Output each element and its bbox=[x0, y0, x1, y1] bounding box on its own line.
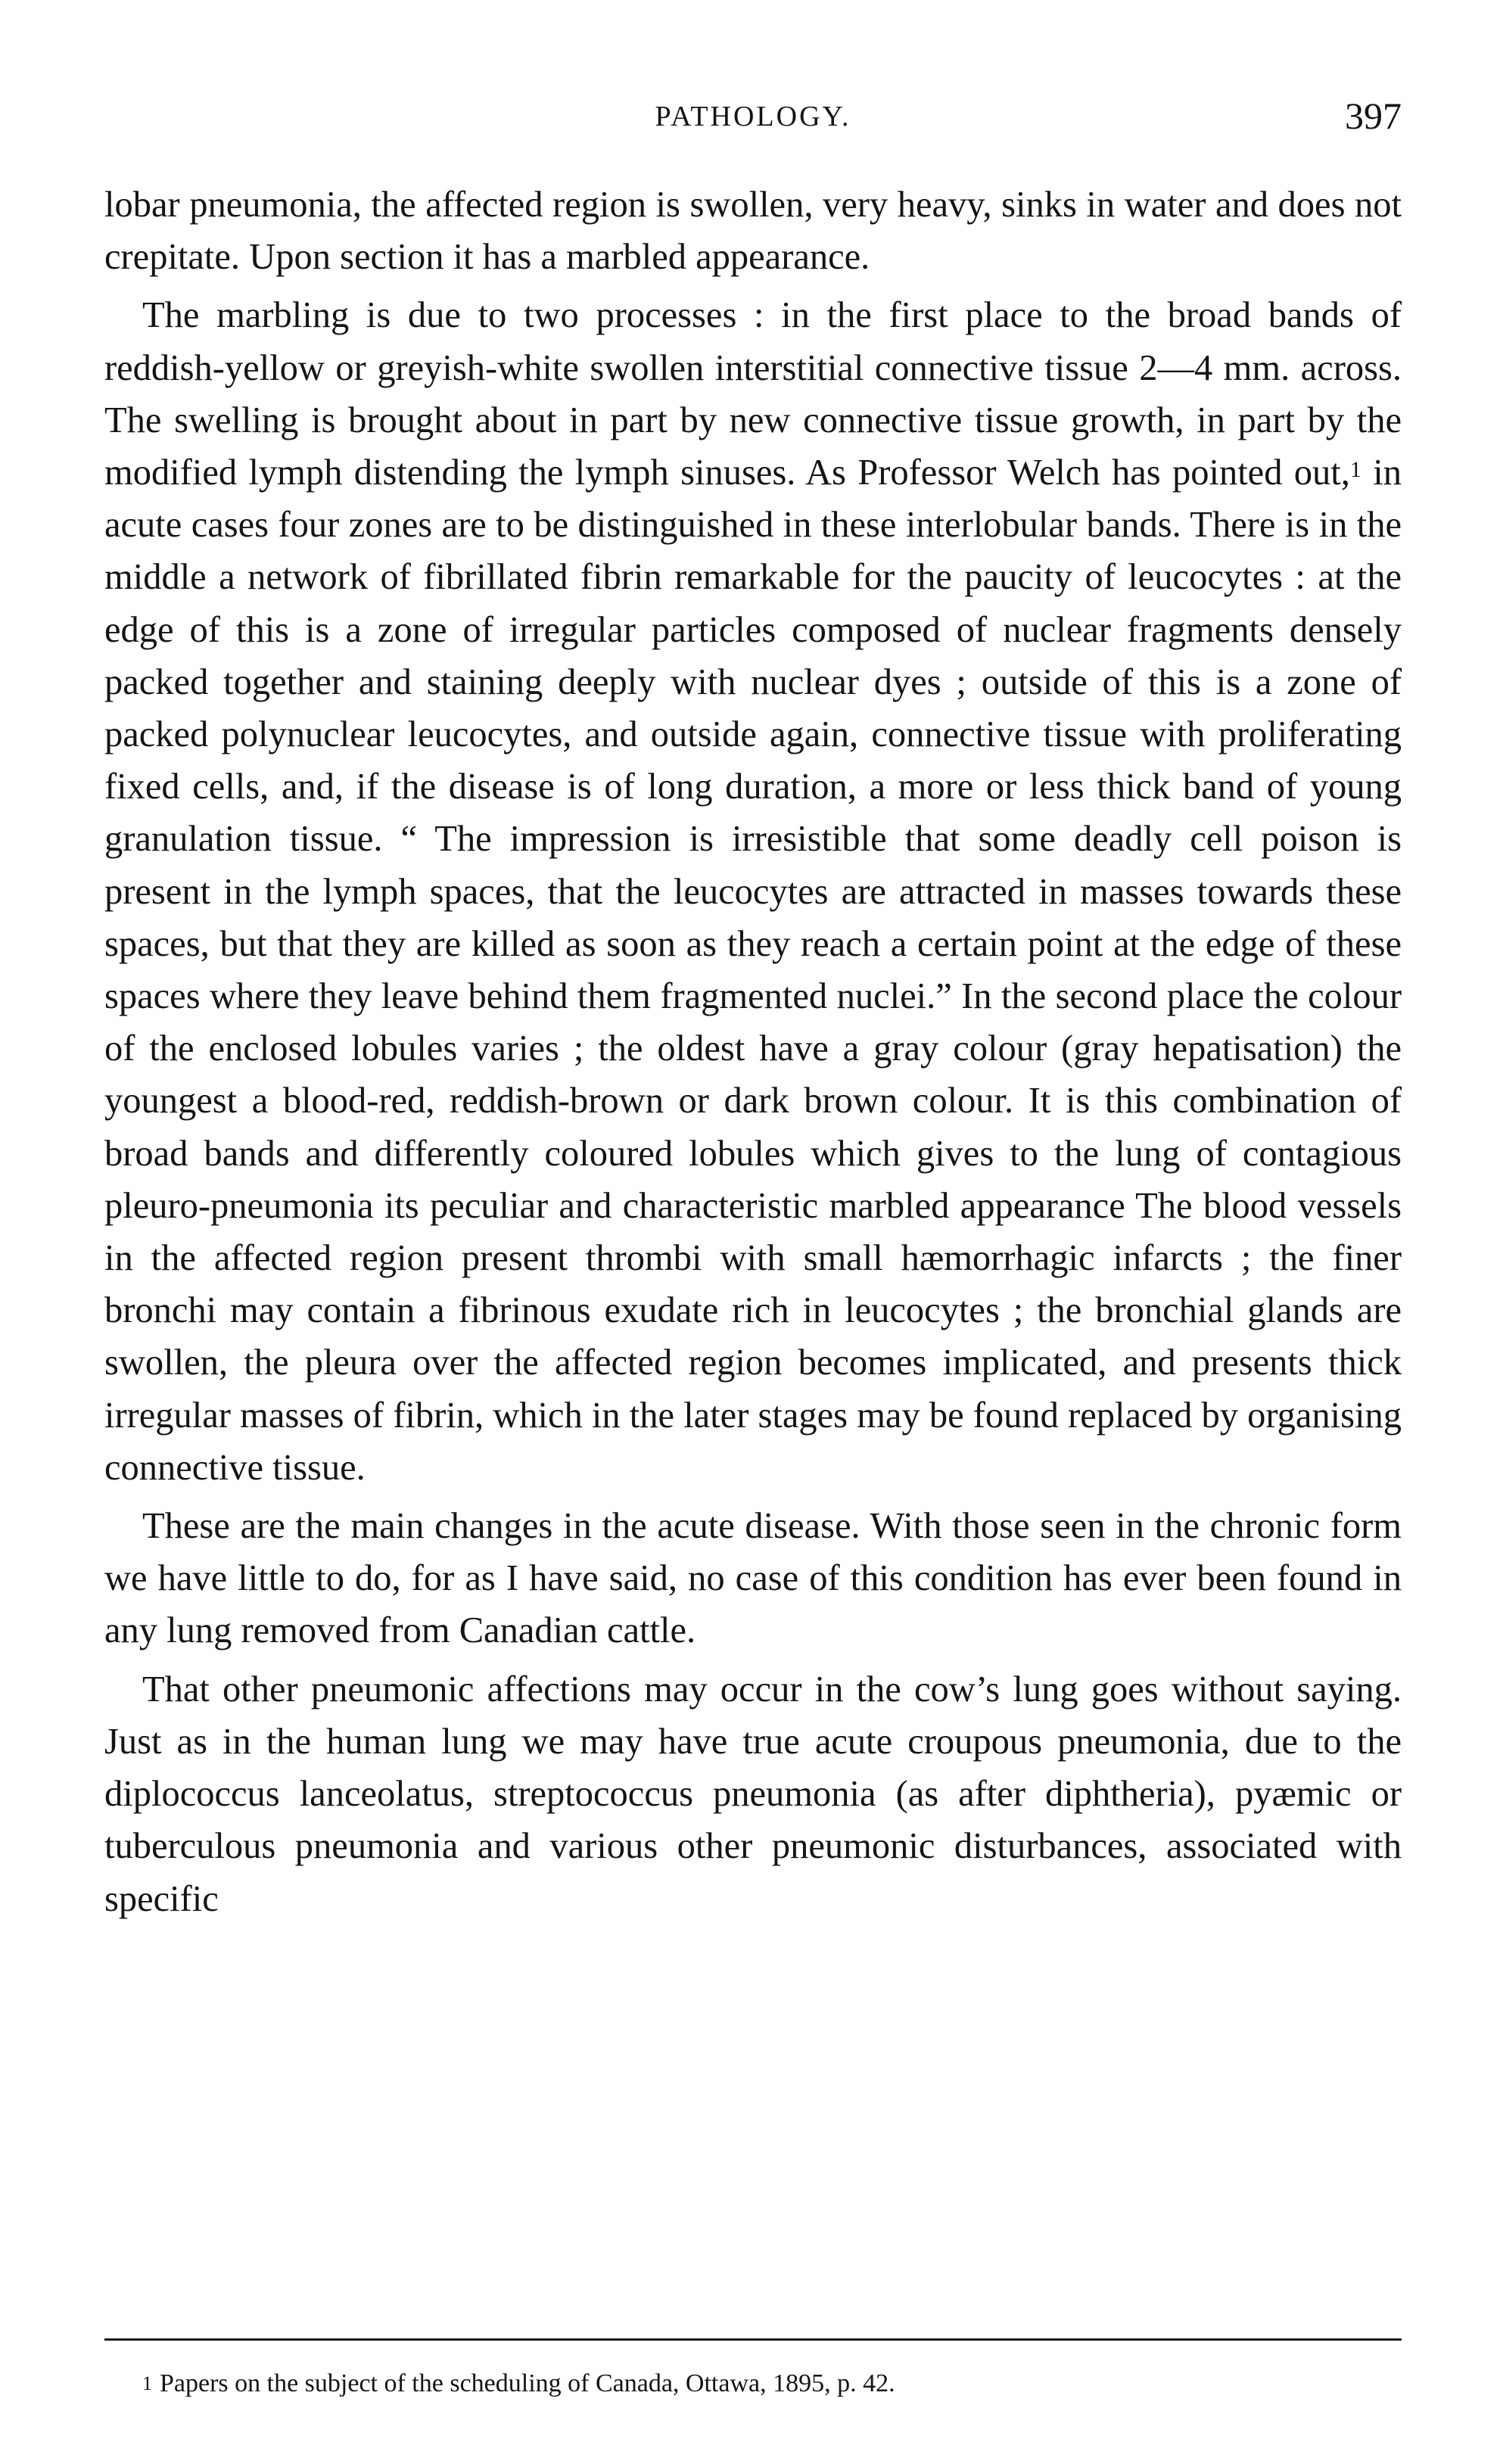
footnote-mark: 1 bbox=[142, 2372, 152, 2394]
footnote-reference[interactable]: 1 bbox=[1349, 457, 1362, 483]
page-number: 397 bbox=[1345, 95, 1402, 137]
paragraph-marbling-text-a: The marbling is due to two processes : in the first place to the broad bands of reddish-yellow or greyish-white swollen interstitial connective tissue 2—4 mm. across. The swelling is brought about in part by new connective tissue growth, in part by the modified lymph distending the lymph sinuses. As Professor Welch has pointed out, bbox=[104, 295, 1402, 493]
body-text bbox=[104, 179, 1402, 1925]
footnote-divider bbox=[104, 2338, 1402, 2341]
running-head bbox=[104, 94, 1402, 139]
footnote-text: Papers on the subject of the scheduling of Canada, Ottawa, 1895, p. 42. bbox=[160, 2369, 895, 2397]
footnote bbox=[142, 2367, 1402, 2400]
paragraph-continued: lobar pneumonia, the affected region is swollen, very heavy, sinks in water and does not crepitate. Upon section it has a marbled appearance. bbox=[104, 185, 1402, 278]
paragraph-marbling bbox=[104, 289, 1402, 1494]
paragraph-marbling-text-b: in acute cases four zones are to be distinguished in these interlobular bands. There is in the middle a network of fibrillated fibrin remarkable for the paucity of leucocytes : at the edge of this is a zone of irregular particles composed of nuclear fragments densely packed together and staining deeply with nuclear dyes ; outside of this is a zone of packed polynuclear leucocytes, and outside again, connective tissue with proliferating fixed cells, and, if the disease is of long duration, a more or less thick band of young granulation tissue. “ The impression is irresistible that some deadly cell poison is present in the lymph spaces, that the leucocytes are attracted in masses towards these spaces, but that they are killed as soon as they reach a certain point at the edge of these spaces where they leave behind them fragmented nuclei.” In the second place the colour of the enclosed lobules varies ; the oldest have a gray colour (gray hepatisation) the youngest a blood-red, reddish-brown or dark brown colour. It is this combination of broad bands and differently coloured lobules which gives to the lung of contagious pleuro-pneumonia its peculiar and characteristic marbled appearance The blood vessels in the affected region present thrombi with small hæmorrhagic infarcts ; the finer bronchi may contain a fibrinous exudate rich in leucocytes ; the bronchial glands are swollen, the pleura over the affected region becomes implicated, and presents thick irregular masses of fibrin, which in the later stages may be found replaced by organising connective tissue. bbox=[104, 453, 1402, 1488]
running-title: PATHOLOGY. bbox=[655, 101, 851, 132]
paragraph-acute-changes: These are the main changes in the acute disease. With those seen in the chronic form we have little to do, for as I have said, no case of this condition has ever been found in any lung removed from Canadian cattle. bbox=[104, 1506, 1402, 1651]
paragraph-other-pneumonias: That other pneumonic affections may occur in the cow’s lung goes without saying. Just as in the human lung we may have true acute croupous pneumonia, due to the diplococcus lanceolatus, streptococcus pneumonia (as after diphtheria), pyæmic or tuberculous pneumonia and various other pneumonic disturbances, associated with specific bbox=[104, 1669, 1402, 1919]
